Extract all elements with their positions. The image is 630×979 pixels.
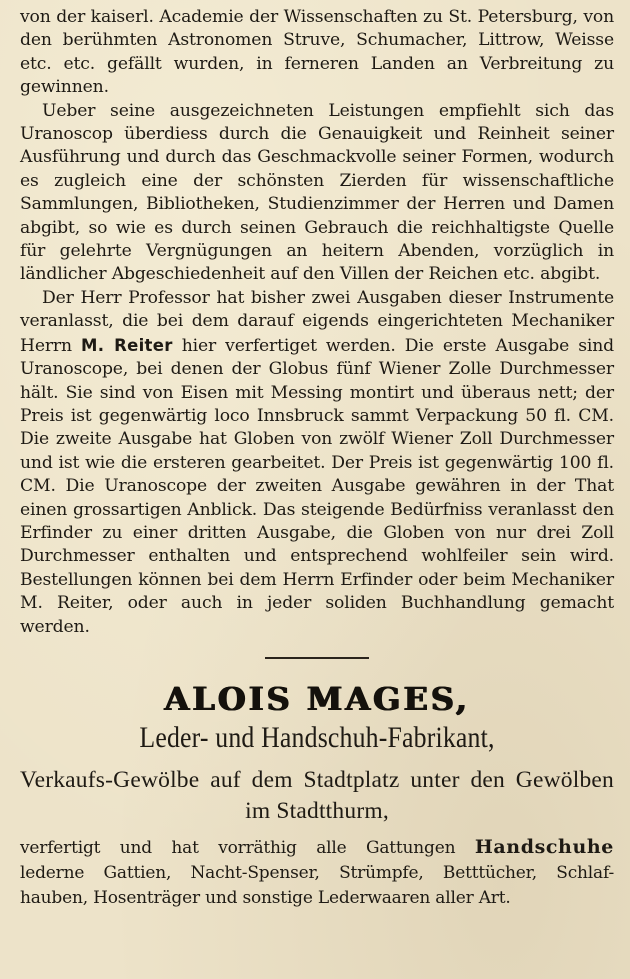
newspaper-page [20,6,614,911]
advertiser-trade: Leder- und Handschuh-Fabrikant, [139,720,495,754]
mechanic-name: M. Reiter [81,335,173,355]
advertiser-name: ALOIS MAGES, [164,679,470,718]
paragraph-3-text-a: Der Herr Professor hat bisher zwei Ausgaben dieser Instrumente veranlasst, die bei dem darauf eigends eingerichteten Mechaniker Herrn [20,287,614,356]
uranoscop-article [20,6,614,639]
shop-location: Verkaufs-Gewölbe auf dem Stadtplatz unter den Gewölben im Stadtthurm, [20,766,614,824]
gloves-emphasis: Handschuhe [474,835,614,858]
section-divider [265,657,369,659]
ad-products-line-3: hauben, Hosenträger und sonstige Lederwaaren aller Art. [20,887,511,908]
paragraph-3-text-b: hier verfertiget werden. Die erste Ausgabe sind Uranoscope, bei denen der Globus fünf Wiener Zolle Durchmesser hält. Sie sind von Eisen mit Messing montirt und überaus nett; der Preis ist gegenwärtig loco Innsbruck sammt Verpackung 50 fl. CM. Die zweite Ausgabe hat Globen von zwölf Wiener Zoll Durchmesser und ist wie die ersteren gearbeitet. Der Preis ist gegenwärtig 100 fl. CM. Die Uranoscope der zweiten Ausgabe gewähren in der That einen grossartigen Anblick. Das steigende Bedürfniss veranlasst den Erfinder zu einer dritten Ausgabe, die Globen von nur drei Zoll Durchmesser enthalten und entsprechend wohlfeiler sein wird. Bestellungen können bei dem Herrn Erfinder oder beim Mechaniker M. Reiter, oder auch in jeder soliden Buchhandlung gemacht werden. [20,335,614,637]
article-paragraph-2: Ueber seine ausgezeichneten Leistungen empfiehlt sich das Uranoscop überdiess durch die Genauigkeit und Reinheit seiner Ausführung und durch das Geschmackvolle seiner Formen, wodurch es zugleich eine der schönsten Zierden für wissenschaftliche Sammlungen, Bibliotheken, Studienzimmer der Herren und Damen abgibt, so wie es durch seinen Gebrauch die reichhaltigste Quelle für gelehrte Vergnügungen an heitern Abenden, vorzüglich in ländlicher Abgeschiedenheit auf den Villen der Reichen etc. abgibt. [20,100,614,285]
ad-products-intro: verfertigt und hat vorräthig alle Gattungen [20,837,475,858]
ad-products-line-1 [20,835,614,861]
article-paragraph-3 [20,287,614,639]
ad-products-line-2: lederne Gattien, Nacht-Spenser, Strümpfe, Betttücher, Schlaf- [20,862,614,883]
advertisement [20,679,614,911]
article-paragraph-1: von der kaiserl. Academie der Wissenschaften zu St. Petersburg, von den berühmten Astronomen Struve, Schumacher, Littrow, Weisse etc. etc. gefällt wurden, in ferneren Landen an Verbreitung zu gewinnen. [20,7,614,98]
